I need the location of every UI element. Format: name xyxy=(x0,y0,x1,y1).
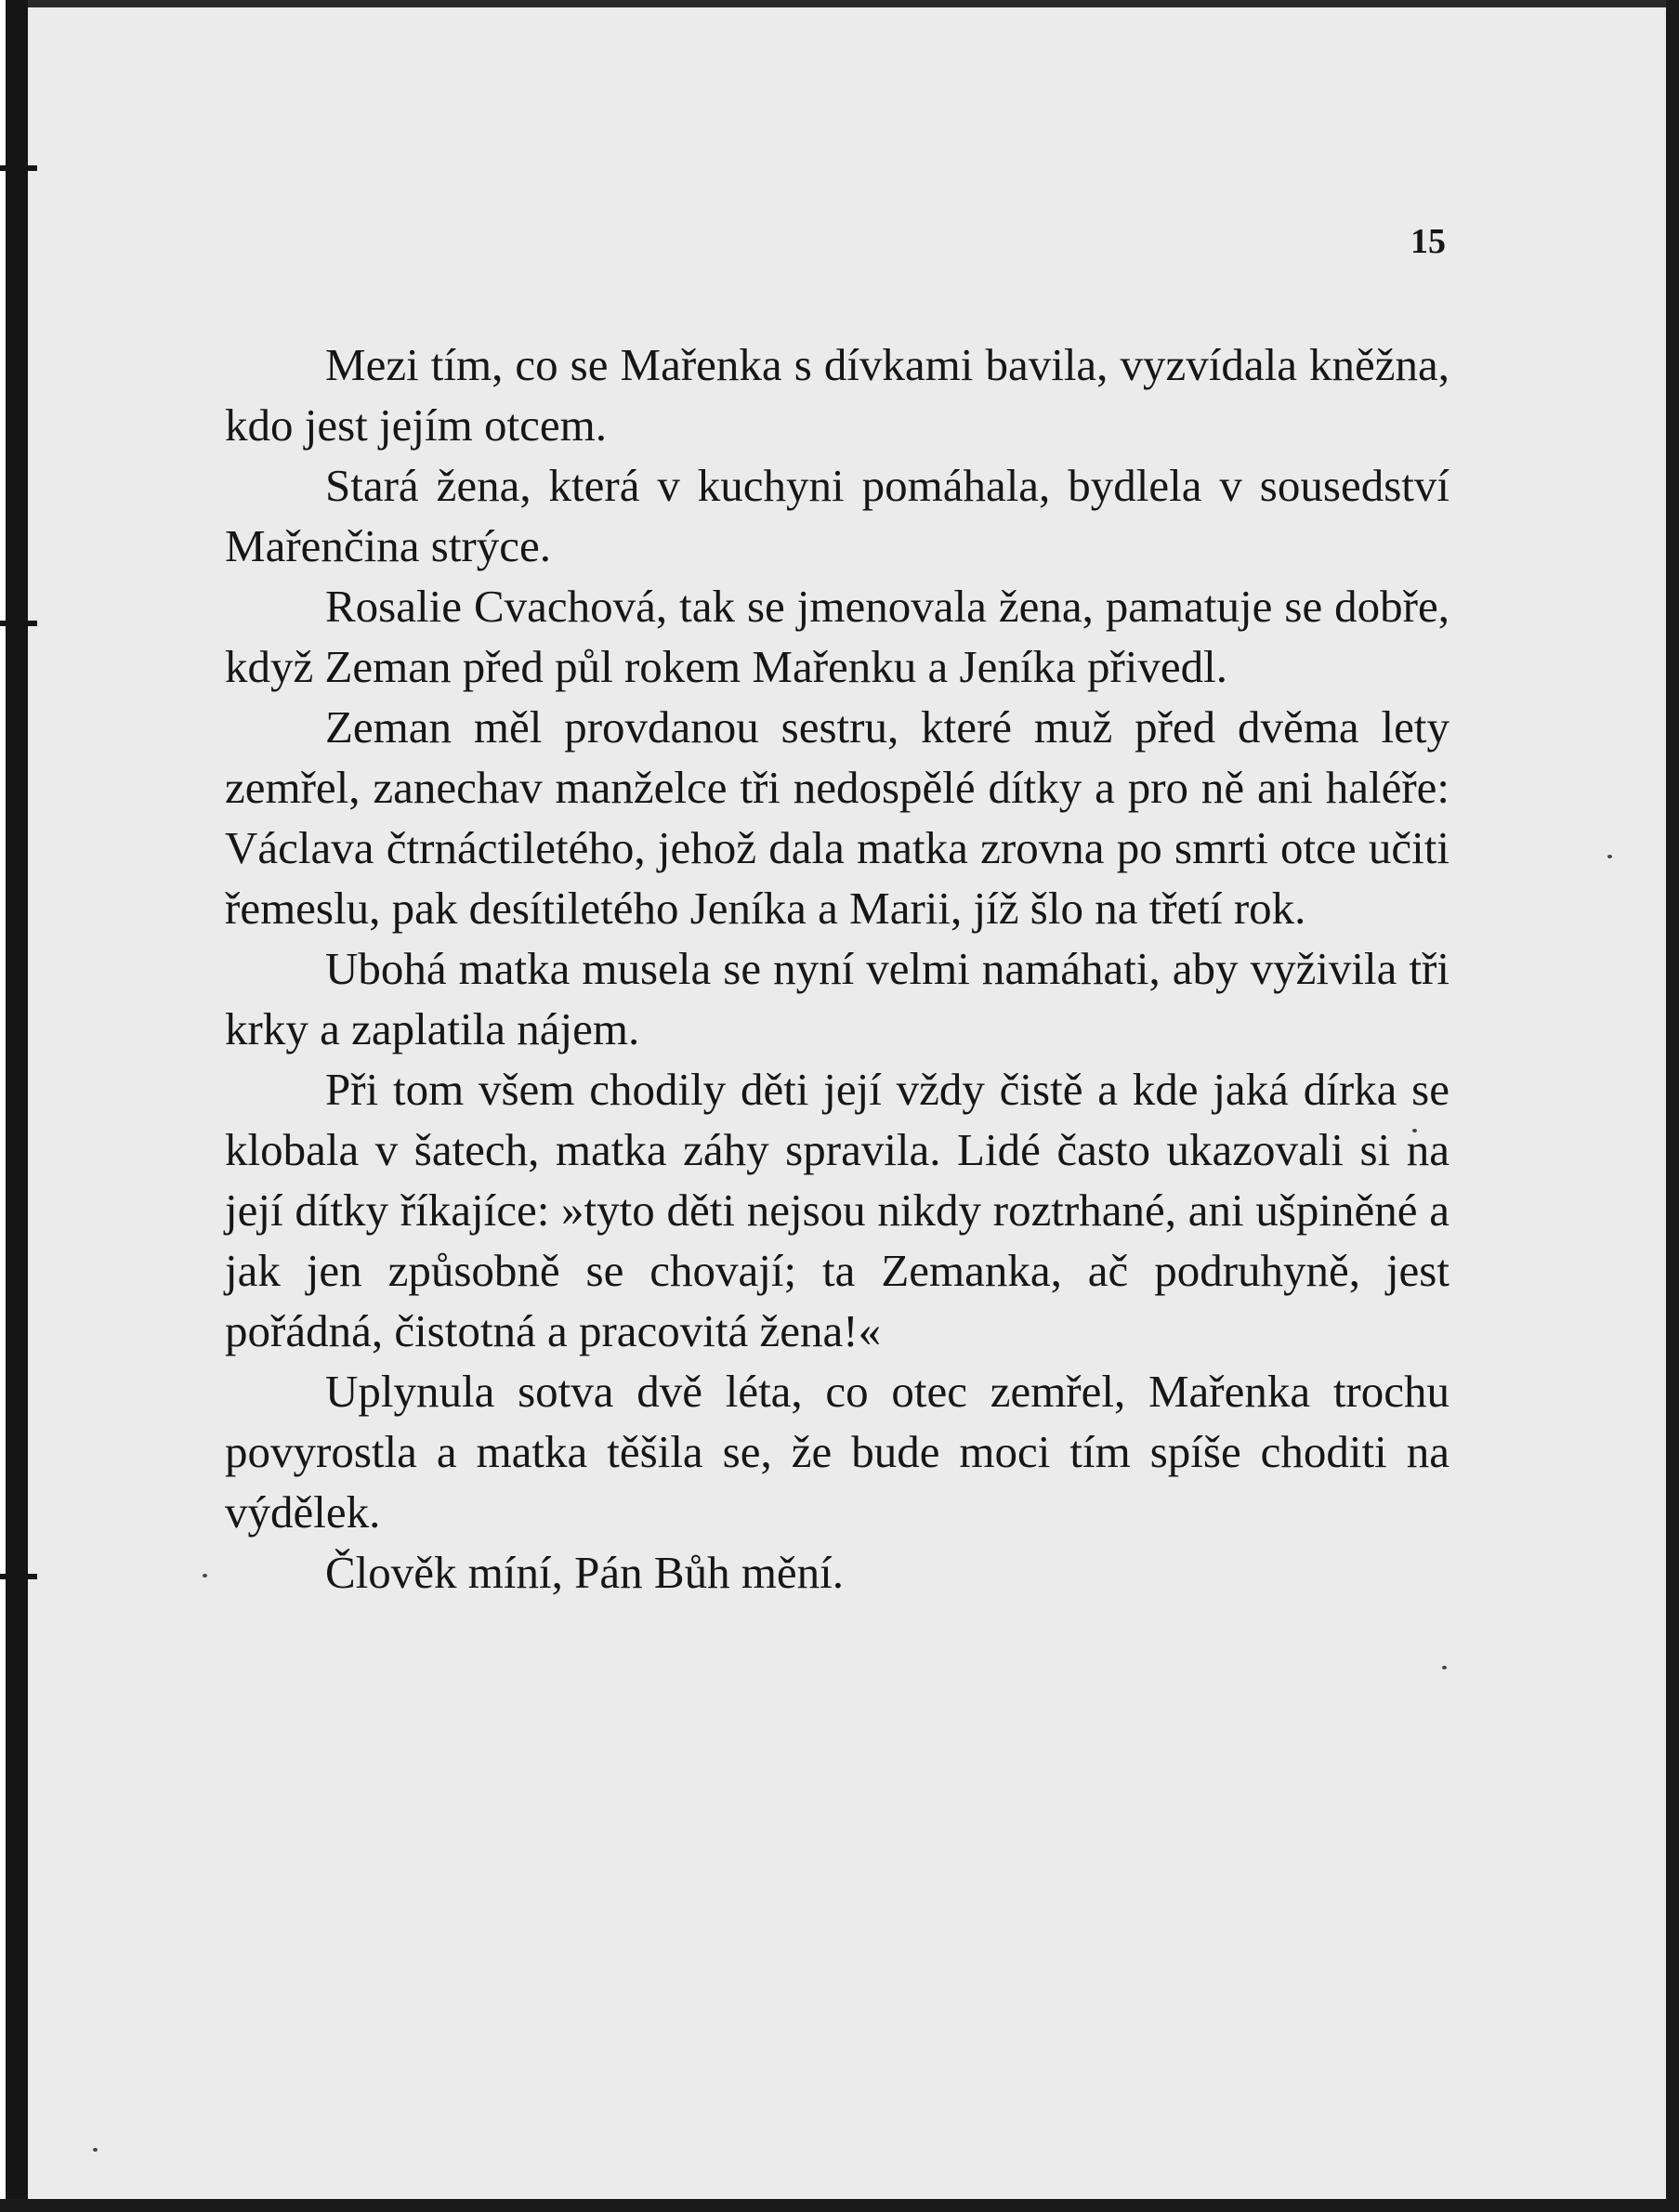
paragraph: Člověk míní, Pán Bůh mění. xyxy=(325,1547,845,1598)
body-text xyxy=(225,334,1449,1603)
paragraph: Mezi tím, co se Mařenka s dívkami bavila, vyzvídala kněžna, kdo jest jejím otcem. xyxy=(225,339,1449,451)
binding-mark xyxy=(0,1574,37,1579)
paper-speck xyxy=(1442,1666,1447,1669)
paper-speck xyxy=(93,2148,98,2152)
paragraph: Uplynula sotva dvě léta, co otec zemřel, Mařenka trochu povyrostla a matka těšila se, že bude moci tím spíše choditi na výdělek. xyxy=(225,1366,1449,1538)
paragraph: Rosalie Cvachová, tak se jmenovala žena, pamatuje se dobře, když Zeman před půl rokem Mařenku a Jeníka přivedl. xyxy=(225,581,1449,692)
binding-edge-left xyxy=(0,0,28,2212)
binding-mark xyxy=(0,621,37,626)
paragraph: Zeman měl provdanou sestru, které muž před dvěma lety zemřel, zanechav manželce tři nedospělé dítky a pro ně ani haléře: Václava čtrnáctiletého, jehož dala matka zrovna po smrti otce učiti řemeslu, pak desítiletého Jeníka a Marii, jíž šlo na třetí rok. xyxy=(225,701,1449,934)
page-number: 15 xyxy=(1410,222,1446,261)
paragraph: Při tom všem chodily děti její vždy čistě a kde jaká dírka se klobala v šatech, matka záhy spravila. Lidé často ukazovali si na její dítky říkajíce: »tyto děti nejsou nikdy roztrhané, ani ušpiněné a jak jen způsobně se chovají; ta Zemanka, ač podruhyně, jest pořádná, čistotná a pracovitá žena!« xyxy=(225,1064,1449,1356)
paper-speck xyxy=(203,1574,207,1577)
binding-mark xyxy=(0,165,37,171)
paragraph: Stará žena, která v kuchyni pomáhala, bydlela v sousedství Mařenčina strýce. xyxy=(225,460,1449,571)
paper-speck xyxy=(1607,855,1612,858)
scan-edge-bottom xyxy=(0,2199,1679,2212)
scan-edge-right xyxy=(1666,0,1679,2212)
scan-edge-top xyxy=(0,0,1679,7)
paragraph: Ubohá matka musela se nyní velmi namáhati, aby vyživila tři krky a zaplatila nájem. xyxy=(225,943,1449,1054)
